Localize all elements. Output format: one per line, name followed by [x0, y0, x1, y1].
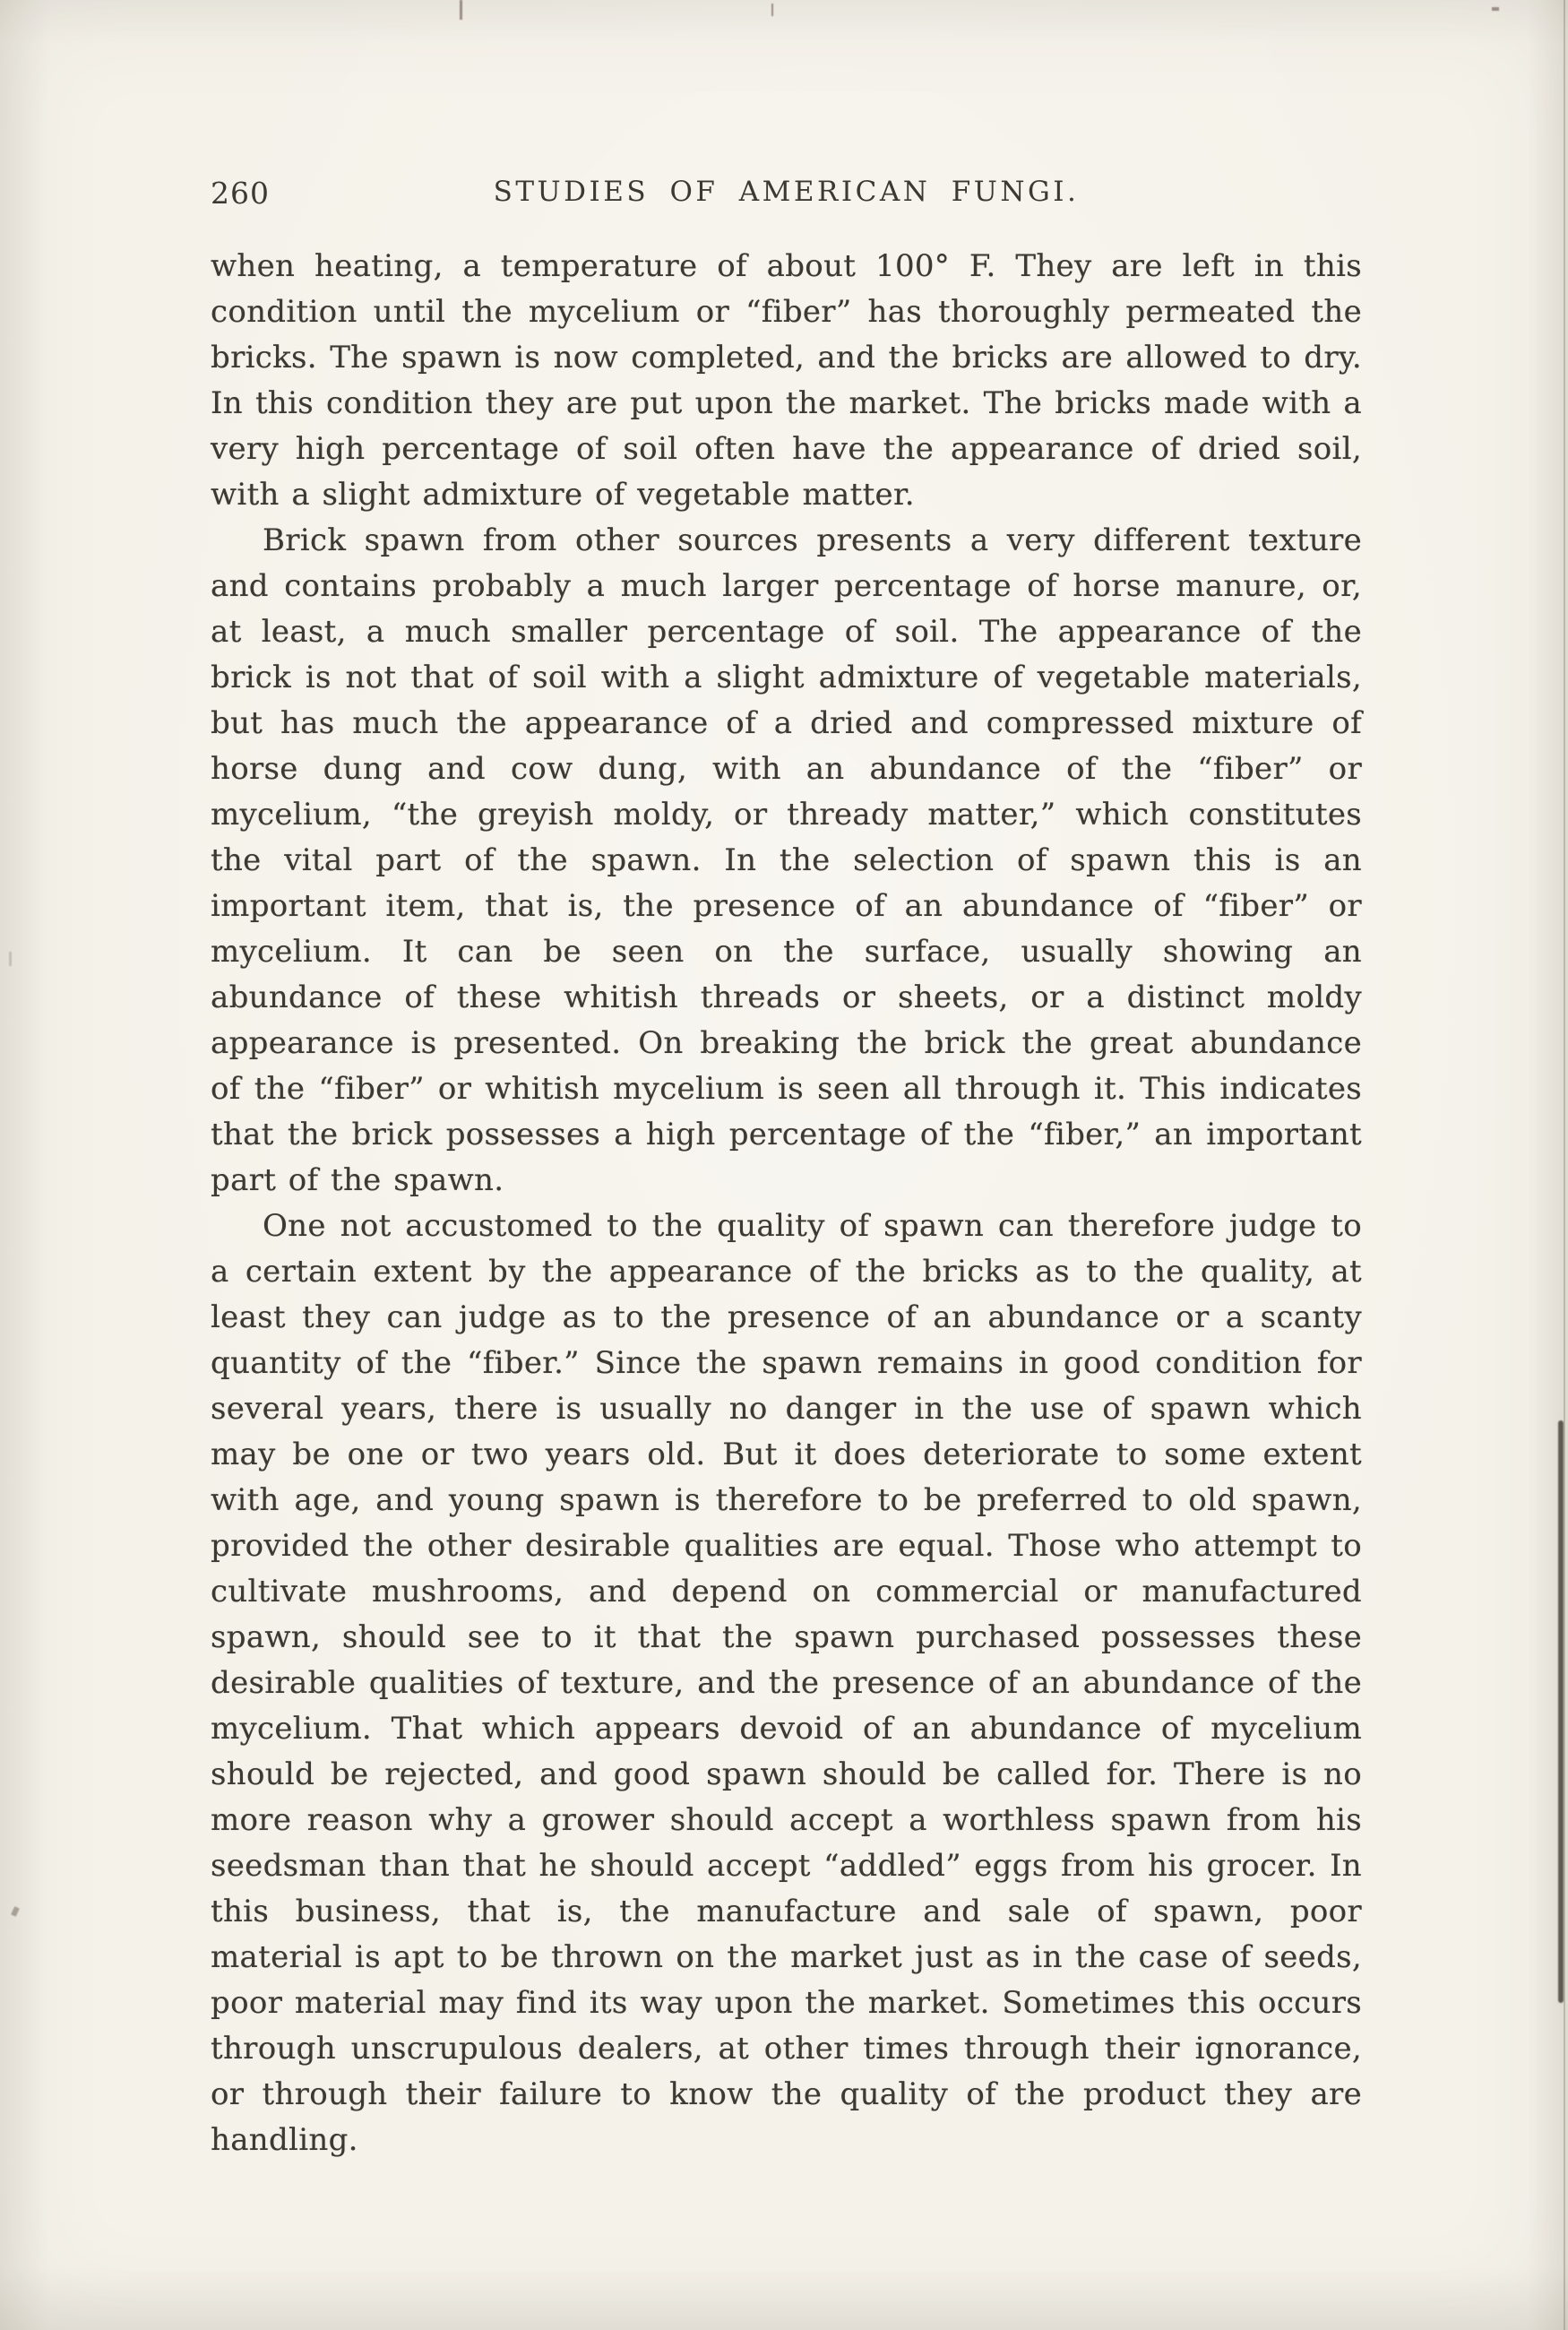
scan-artifact-top-tick: [771, 4, 773, 16]
page-header: [211, 176, 1362, 222]
running-title: STUDIES OF AMERICAN FUNGI.: [493, 176, 1080, 208]
scan-artifact-top-tick: [1492, 7, 1499, 11]
scan-artifact-top-tick: [460, 0, 462, 20]
paragraph: One not accustomed to the quality of spawn can therefore judge to a certain extent by the appearance of the bricks as to the quality, at least they can judge as to the presence of an abundance or a scanty quantity of the “fiber.” Since the spawn remains in good condition for several years, there is usually no danger in the use of spawn which may be one or two years old. But it does deteriorate to some extent with age, and young spawn is therefore to be preferred to old spawn, provided the other desirable qualities are equal. Those who attempt to cultivate mushrooms, and depend on commercial or manufactured spawn, should see to it that the spawn purchased possesses these desirable qualities of texture, and the presence of an abundance of the mycelium. That which appears devoid of an abundance of mycelium should be rejected, and good spawn should be called for. There is no more reason why a grower should accept a worthless spawn from his seedsman than that he should accept “addled” eggs from his grocer. In this business, that is, the manufacture and sale of spawn, poor material is apt to be thrown on the market just as in the case of seeds, poor material may find its way upon the market. Sometimes this occurs through unscrupulous dealers, at other times through their ignorance, or through their failure to know the quality of the product they are handling.: [211, 1208, 1362, 2158]
scan-artifact-right-edge-line: [1564, 0, 1565, 2330]
scan-artifact-right-dark-bar: [1558, 1420, 1564, 2003]
paragraph: Brick spawn from other sources presents a very different texture and contains probably a much larger percentage of horse manure, or, at least, a much smaller percentage of soil. The appearance of the brick is not that of soil with a slight admixture of vegetable materials, but has much the appearance of a dried and compressed mixture of horse dung and cow dung, with an abundance of the “fiber” or mycelium, “the greyish moldy, or thready matter,” which constitutes the vital part of the spawn. In the selection of spawn this is an important item, that is, the presence of an abundance of “fiber” or mycelium. It can be seen on the surface, usually showing an abundance of these whitish threads or sheets, or a distinct moldy appearance is presented. On breaking the brick the great abundance of the “fiber” or whitish mycelium is seen all through it. This indicates that the brick possesses a high percentage of the “fiber,” an important part of the spawn.: [211, 522, 1362, 1198]
scan-artifact-left-speck: [9, 952, 12, 966]
page-number: 260: [211, 176, 270, 211]
scan-artifact-left-speck: [11, 1906, 20, 1917]
page-body: [211, 244, 1362, 2163]
paragraph: when heating, a temperature of about 100° F. They are left in this condition until the mycelium or “fiber” has thoroughly permeated the bricks. The spawn is now completed, and the bricks are allowed to dry. In this condition they are put upon the market. The bricks made with a very high percentage of soil often have the appearance of dried soil, with a slight admixture of vegetable matter.: [211, 248, 1362, 513]
